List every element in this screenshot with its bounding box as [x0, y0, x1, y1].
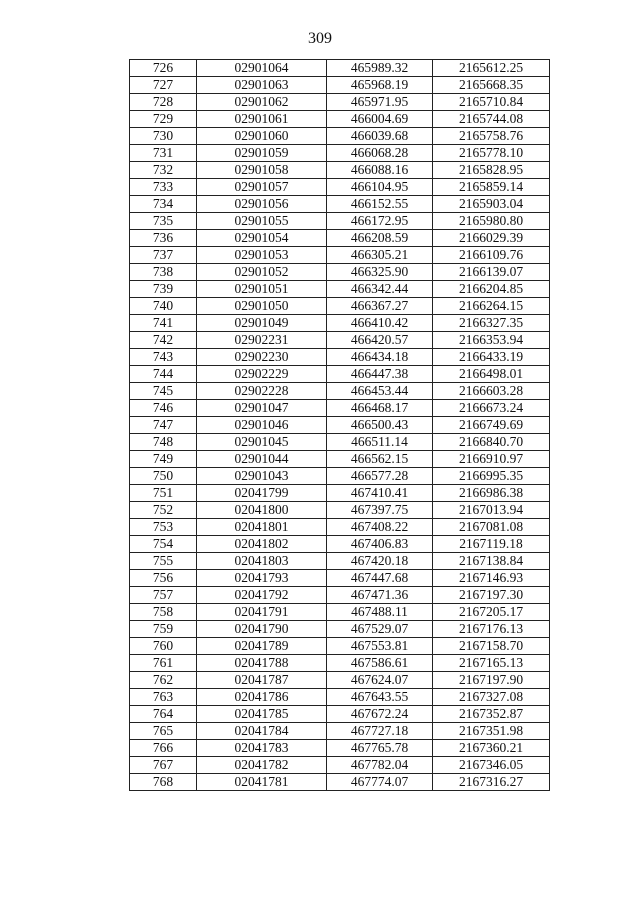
point-id-cell: 02041801: [197, 519, 327, 536]
row-index-cell: 744: [130, 366, 197, 383]
point-id-cell: 02041782: [197, 757, 327, 774]
row-index-cell: 760: [130, 638, 197, 655]
coordinates-table: [129, 59, 550, 791]
row-index-cell: 747: [130, 417, 197, 434]
row-index-cell: 735: [130, 213, 197, 230]
x-coordinate-cell: 467727.18: [327, 723, 433, 740]
point-id-cell: 02902229: [197, 366, 327, 383]
y-coordinate-cell: 2166840.70: [433, 434, 550, 451]
point-id-cell: 02041803: [197, 553, 327, 570]
table-row: [130, 128, 550, 145]
x-coordinate-cell: 466367.27: [327, 298, 433, 315]
point-id-cell: 02902231: [197, 332, 327, 349]
x-coordinate-cell: 466172.95: [327, 213, 433, 230]
point-id-cell: 02901050: [197, 298, 327, 315]
table-row: [130, 638, 550, 655]
table-row: [130, 400, 550, 417]
x-coordinate-cell: 466325.90: [327, 264, 433, 281]
point-id-cell: 02901062: [197, 94, 327, 111]
y-coordinate-cell: 2167081.08: [433, 519, 550, 536]
point-id-cell: 02041792: [197, 587, 327, 604]
table-row: [130, 213, 550, 230]
y-coordinate-cell: 2167146.93: [433, 570, 550, 587]
x-coordinate-cell: 465989.32: [327, 60, 433, 77]
table-row: [130, 349, 550, 366]
x-coordinate-cell: 466104.95: [327, 179, 433, 196]
table-row: [130, 774, 550, 791]
row-index-cell: 738: [130, 264, 197, 281]
x-coordinate-cell: 467420.18: [327, 553, 433, 570]
x-coordinate-cell: 466500.43: [327, 417, 433, 434]
x-coordinate-cell: 467408.22: [327, 519, 433, 536]
table-row: [130, 451, 550, 468]
row-index-cell: 730: [130, 128, 197, 145]
row-index-cell: 729: [130, 111, 197, 128]
row-index-cell: 732: [130, 162, 197, 179]
y-coordinate-cell: 2165980.80: [433, 213, 550, 230]
table-row: [130, 519, 550, 536]
x-coordinate-cell: 466453.44: [327, 383, 433, 400]
point-id-cell: 02901049: [197, 315, 327, 332]
x-coordinate-cell: 466410.42: [327, 315, 433, 332]
point-id-cell: 02901060: [197, 128, 327, 145]
y-coordinate-cell: 2166109.76: [433, 247, 550, 264]
row-index-cell: 753: [130, 519, 197, 536]
row-index-cell: 726: [130, 60, 197, 77]
row-index-cell: 736: [130, 230, 197, 247]
x-coordinate-cell: 467488.11: [327, 604, 433, 621]
y-coordinate-cell: 2166327.35: [433, 315, 550, 332]
y-coordinate-cell: 2167352.87: [433, 706, 550, 723]
point-id-cell: 02901057: [197, 179, 327, 196]
point-id-cell: 02901051: [197, 281, 327, 298]
x-coordinate-cell: 465968.19: [327, 77, 433, 94]
x-coordinate-cell: 466068.28: [327, 145, 433, 162]
row-index-cell: 741: [130, 315, 197, 332]
table-row: [130, 196, 550, 213]
y-coordinate-cell: 2167346.05: [433, 757, 550, 774]
point-id-cell: 02901053: [197, 247, 327, 264]
point-id-cell: 02041786: [197, 689, 327, 706]
table-row: [130, 468, 550, 485]
table-row: [130, 94, 550, 111]
x-coordinate-cell: 466562.15: [327, 451, 433, 468]
table-body: [130, 60, 550, 791]
y-coordinate-cell: 2166204.85: [433, 281, 550, 298]
row-index-cell: 743: [130, 349, 197, 366]
table-row: [130, 587, 550, 604]
y-coordinate-cell: 2166264.15: [433, 298, 550, 315]
y-coordinate-cell: 2166029.39: [433, 230, 550, 247]
table-row: [130, 315, 550, 332]
table-row: [130, 570, 550, 587]
row-index-cell: 737: [130, 247, 197, 264]
page-number: 309: [308, 30, 332, 47]
y-coordinate-cell: 2166986.38: [433, 485, 550, 502]
row-index-cell: 762: [130, 672, 197, 689]
x-coordinate-cell: 467397.75: [327, 502, 433, 519]
point-id-cell: 02901043: [197, 468, 327, 485]
x-coordinate-cell: 466420.57: [327, 332, 433, 349]
point-id-cell: 02041793: [197, 570, 327, 587]
y-coordinate-cell: 2167197.30: [433, 587, 550, 604]
row-index-cell: 739: [130, 281, 197, 298]
row-index-cell: 733: [130, 179, 197, 196]
point-id-cell: 02901046: [197, 417, 327, 434]
point-id-cell: 02901063: [197, 77, 327, 94]
x-coordinate-cell: 466004.69: [327, 111, 433, 128]
point-id-cell: 02901058: [197, 162, 327, 179]
row-index-cell: 761: [130, 655, 197, 672]
y-coordinate-cell: 2167327.08: [433, 689, 550, 706]
y-coordinate-cell: 2167316.27: [433, 774, 550, 791]
x-coordinate-cell: 467447.68: [327, 570, 433, 587]
row-index-cell: 728: [130, 94, 197, 111]
y-coordinate-cell: 2167119.18: [433, 536, 550, 553]
table-row: [130, 740, 550, 757]
point-id-cell: 02041802: [197, 536, 327, 553]
x-coordinate-cell: 466511.14: [327, 434, 433, 451]
table-row: [130, 145, 550, 162]
table-row: [130, 366, 550, 383]
point-id-cell: 02902230: [197, 349, 327, 366]
point-id-cell: 02901047: [197, 400, 327, 417]
x-coordinate-cell: 466208.59: [327, 230, 433, 247]
table-row: [130, 621, 550, 638]
point-id-cell: 02901061: [197, 111, 327, 128]
x-coordinate-cell: 467782.04: [327, 757, 433, 774]
x-coordinate-cell: 467406.83: [327, 536, 433, 553]
table-row: [130, 264, 550, 281]
row-index-cell: 754: [130, 536, 197, 553]
point-id-cell: 02041785: [197, 706, 327, 723]
point-id-cell: 02901052: [197, 264, 327, 281]
table-row: [130, 604, 550, 621]
table-row: [130, 77, 550, 94]
x-coordinate-cell: 466152.55: [327, 196, 433, 213]
point-id-cell: 02901059: [197, 145, 327, 162]
x-coordinate-cell: 467529.07: [327, 621, 433, 638]
table-row: [130, 655, 550, 672]
point-id-cell: 02901044: [197, 451, 327, 468]
y-coordinate-cell: 2165612.25: [433, 60, 550, 77]
x-coordinate-cell: 467624.07: [327, 672, 433, 689]
point-id-cell: 02041791: [197, 604, 327, 621]
y-coordinate-cell: 2167165.13: [433, 655, 550, 672]
row-index-cell: 749: [130, 451, 197, 468]
y-coordinate-cell: 2166673.24: [433, 400, 550, 417]
point-id-cell: 02041784: [197, 723, 327, 740]
x-coordinate-cell: 465971.95: [327, 94, 433, 111]
y-coordinate-cell: 2167351.98: [433, 723, 550, 740]
point-id-cell: 02041781: [197, 774, 327, 791]
y-coordinate-cell: 2165859.14: [433, 179, 550, 196]
x-coordinate-cell: 467410.41: [327, 485, 433, 502]
point-id-cell: 02041783: [197, 740, 327, 757]
x-coordinate-cell: 466447.38: [327, 366, 433, 383]
x-coordinate-cell: 466434.18: [327, 349, 433, 366]
table-row: [130, 723, 550, 740]
table-row: [130, 553, 550, 570]
y-coordinate-cell: 2165744.08: [433, 111, 550, 128]
y-coordinate-cell: 2166910.97: [433, 451, 550, 468]
point-id-cell: 02901045: [197, 434, 327, 451]
table-row: [130, 383, 550, 400]
point-id-cell: 02901056: [197, 196, 327, 213]
point-id-cell: 02901054: [197, 230, 327, 247]
x-coordinate-cell: 466577.28: [327, 468, 433, 485]
row-index-cell: 768: [130, 774, 197, 791]
y-coordinate-cell: 2167197.90: [433, 672, 550, 689]
row-index-cell: 766: [130, 740, 197, 757]
row-index-cell: 748: [130, 434, 197, 451]
x-coordinate-cell: 467586.61: [327, 655, 433, 672]
row-index-cell: 765: [130, 723, 197, 740]
row-index-cell: 767: [130, 757, 197, 774]
x-coordinate-cell: 467765.78: [327, 740, 433, 757]
table-row: [130, 757, 550, 774]
row-index-cell: 763: [130, 689, 197, 706]
y-coordinate-cell: 2167158.70: [433, 638, 550, 655]
x-coordinate-cell: 466088.16: [327, 162, 433, 179]
table-row: [130, 247, 550, 264]
y-coordinate-cell: 2166749.69: [433, 417, 550, 434]
x-coordinate-cell: 467672.24: [327, 706, 433, 723]
row-index-cell: 751: [130, 485, 197, 502]
table-row: [130, 485, 550, 502]
table-row: [130, 281, 550, 298]
row-index-cell: 742: [130, 332, 197, 349]
row-index-cell: 757: [130, 587, 197, 604]
row-index-cell: 740: [130, 298, 197, 315]
y-coordinate-cell: 2165828.95: [433, 162, 550, 179]
y-coordinate-cell: 2165758.76: [433, 128, 550, 145]
y-coordinate-cell: 2166498.01: [433, 366, 550, 383]
table-row: [130, 60, 550, 77]
table-row: [130, 417, 550, 434]
point-id-cell: 02041799: [197, 485, 327, 502]
y-coordinate-cell: 2165710.84: [433, 94, 550, 111]
y-coordinate-cell: 2166139.07: [433, 264, 550, 281]
table-row: [130, 672, 550, 689]
row-index-cell: 745: [130, 383, 197, 400]
table-row: [130, 230, 550, 247]
x-coordinate-cell: 466342.44: [327, 281, 433, 298]
point-id-cell: 02041800: [197, 502, 327, 519]
row-index-cell: 746: [130, 400, 197, 417]
x-coordinate-cell: 466468.17: [327, 400, 433, 417]
point-id-cell: 02901064: [197, 60, 327, 77]
row-index-cell: 759: [130, 621, 197, 638]
y-coordinate-cell: 2167176.13: [433, 621, 550, 638]
x-coordinate-cell: 466039.68: [327, 128, 433, 145]
point-id-cell: 02041788: [197, 655, 327, 672]
table-row: [130, 298, 550, 315]
point-id-cell: 02041790: [197, 621, 327, 638]
x-coordinate-cell: 466305.21: [327, 247, 433, 264]
x-coordinate-cell: 467471.36: [327, 587, 433, 604]
table-row: [130, 179, 550, 196]
table-row: [130, 706, 550, 723]
table-row: [130, 332, 550, 349]
row-index-cell: 755: [130, 553, 197, 570]
point-id-cell: 02041787: [197, 672, 327, 689]
point-id-cell: 02902228: [197, 383, 327, 400]
y-coordinate-cell: 2166603.28: [433, 383, 550, 400]
row-index-cell: 758: [130, 604, 197, 621]
point-id-cell: 02041789: [197, 638, 327, 655]
row-index-cell: 756: [130, 570, 197, 587]
y-coordinate-cell: 2165778.10: [433, 145, 550, 162]
table-row: [130, 162, 550, 179]
y-coordinate-cell: 2167138.84: [433, 553, 550, 570]
y-coordinate-cell: 2165903.04: [433, 196, 550, 213]
y-coordinate-cell: 2167360.21: [433, 740, 550, 757]
x-coordinate-cell: 467643.55: [327, 689, 433, 706]
y-coordinate-cell: 2165668.35: [433, 77, 550, 94]
y-coordinate-cell: 2167205.17: [433, 604, 550, 621]
row-index-cell: 727: [130, 77, 197, 94]
y-coordinate-cell: 2166353.94: [433, 332, 550, 349]
table-row: [130, 689, 550, 706]
row-index-cell: 734: [130, 196, 197, 213]
table-row: [130, 434, 550, 451]
table-row: [130, 111, 550, 128]
table-row: [130, 536, 550, 553]
row-index-cell: 750: [130, 468, 197, 485]
x-coordinate-cell: 467553.81: [327, 638, 433, 655]
row-index-cell: 731: [130, 145, 197, 162]
y-coordinate-cell: 2167013.94: [433, 502, 550, 519]
table-row: [130, 502, 550, 519]
y-coordinate-cell: 2166995.35: [433, 468, 550, 485]
y-coordinate-cell: 2166433.19: [433, 349, 550, 366]
point-id-cell: 02901055: [197, 213, 327, 230]
row-index-cell: 752: [130, 502, 197, 519]
row-index-cell: 764: [130, 706, 197, 723]
x-coordinate-cell: 467774.07: [327, 774, 433, 791]
